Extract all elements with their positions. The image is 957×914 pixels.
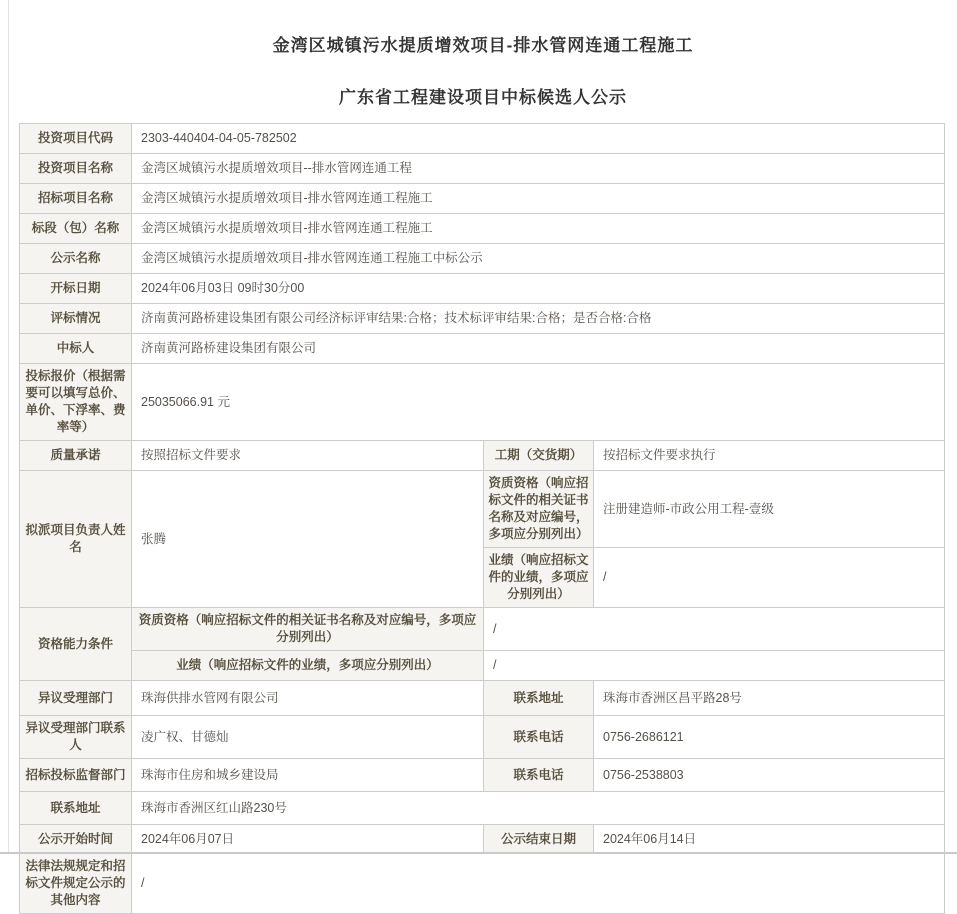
field-label: 投资项目名称 [20, 154, 132, 184]
field-value: 2303-440404-04-05-782502 [132, 124, 945, 154]
field-value: 济南黄河路桥建设集团有限公司经济标评审结果:合格；技术标评审结果:合格；是否合格:合格 [132, 304, 945, 334]
field-value: 2024年06月03日 09时30分00 [132, 274, 945, 304]
field-label: 异议受理部门 [20, 681, 132, 716]
page-title-line2: 广东省工程建设项目中标候选人公示 [339, 88, 627, 107]
field-label: 工期（交货期） [484, 441, 594, 471]
field-value: 珠海市香洲区昌平路28号 [594, 681, 945, 716]
field-value: 金湾区城镇污水提质增效项目-排水管网连通工程施工 [132, 214, 945, 244]
table-row [20, 441, 945, 471]
table-row [20, 471, 945, 548]
field-label: 投标报价（根据需要可以填写总价、单价、下浮率、费率等） [20, 364, 132, 441]
table-row [20, 154, 945, 184]
table-row [20, 274, 945, 304]
field-label: 联系电话 [484, 716, 594, 759]
table-row [20, 608, 945, 651]
field-value: 25035066.91 元 [132, 364, 945, 441]
table-row [20, 364, 945, 441]
field-value: 0756-2538803 [594, 759, 945, 792]
field-label: 业绩（响应招标文件的业绩，多项应分别列出） [484, 548, 594, 608]
field-label: 联系地址 [484, 681, 594, 716]
field-label: 招标项目名称 [20, 184, 132, 214]
field-label: 业绩（响应招标文件的业绩，多项应分别列出） [132, 651, 484, 681]
field-value: 张腾 [132, 471, 484, 608]
field-value: 金湾区城镇污水提质增效项目-排水管网连通工程施工中标公示 [132, 244, 945, 274]
field-label: 拟派项目负责人姓名 [20, 471, 132, 608]
field-label: 公示开始时间 [20, 825, 132, 854]
field-value: 珠海供排水管网有限公司 [132, 681, 484, 716]
table-row [20, 244, 945, 274]
table-row [20, 716, 945, 759]
field-value: 金湾区城镇污水提质增效项目-排水管网连通工程施工 [132, 184, 945, 214]
field-value: / [132, 854, 945, 914]
field-value: 金湾区城镇污水提质增效项目--排水管网连通工程 [132, 154, 945, 184]
table-row [20, 651, 945, 681]
field-value: 珠海市住房和城乡建设局 [132, 759, 484, 792]
table-row [20, 184, 945, 214]
field-value: 凌广权、甘德灿 [132, 716, 484, 759]
field-value: / [484, 608, 945, 651]
field-label: 资质资格（响应招标文件的相关证书名称及对应编号，多项应分别列出） [484, 471, 594, 548]
field-value: 按招标文件要求执行 [594, 441, 945, 471]
field-value: / [594, 548, 945, 608]
field-label: 异议受理部门联系人 [20, 716, 132, 759]
table-row [20, 792, 945, 825]
field-label: 公示名称 [20, 244, 132, 274]
field-label: 联系电话 [484, 759, 594, 792]
field-label: 资格能力条件 [20, 608, 132, 681]
field-label: 投资项目代码 [20, 124, 132, 154]
announcement-table [19, 123, 945, 914]
field-label: 评标情况 [20, 304, 132, 334]
page-title-line1: 金湾区城镇污水提质增效项目-排水管网连通工程施工 [272, 36, 694, 55]
table-row [20, 681, 945, 716]
field-label: 质量承诺 [20, 441, 132, 471]
field-value: / [484, 651, 945, 681]
field-value: 2024年06月14日 [594, 825, 945, 854]
table-row [20, 825, 945, 854]
table-row [20, 124, 945, 154]
page-container [8, 0, 957, 907]
field-label: 资质资格（响应招标文件的相关证书名称及对应编号，多项应分别列出） [132, 608, 484, 651]
table-row [20, 334, 945, 364]
table-row [20, 214, 945, 244]
page-bottom-divider [0, 852, 957, 854]
field-value: 珠海市香洲区红山路230号 [132, 792, 945, 825]
field-label: 法律法规规定和招标文件规定公示的其他内容 [20, 854, 132, 914]
field-value: 2024年06月07日 [132, 825, 484, 854]
table-row [20, 759, 945, 792]
field-label: 公示结束日期 [484, 825, 594, 854]
table-row [20, 854, 945, 914]
field-value: 注册建造师-市政公用工程-壹级 [594, 471, 945, 548]
field-label: 联系地址 [20, 792, 132, 825]
field-value: 0756-2686121 [594, 716, 945, 759]
field-label: 招标投标监督部门 [20, 759, 132, 792]
field-label: 开标日期 [20, 274, 132, 304]
table-row [20, 304, 945, 334]
field-label: 标段（包）名称 [20, 214, 132, 244]
field-value: 按照招标文件要求 [132, 441, 484, 471]
field-value: 济南黄河路桥建设集团有限公司 [132, 334, 945, 364]
field-label: 中标人 [20, 334, 132, 364]
